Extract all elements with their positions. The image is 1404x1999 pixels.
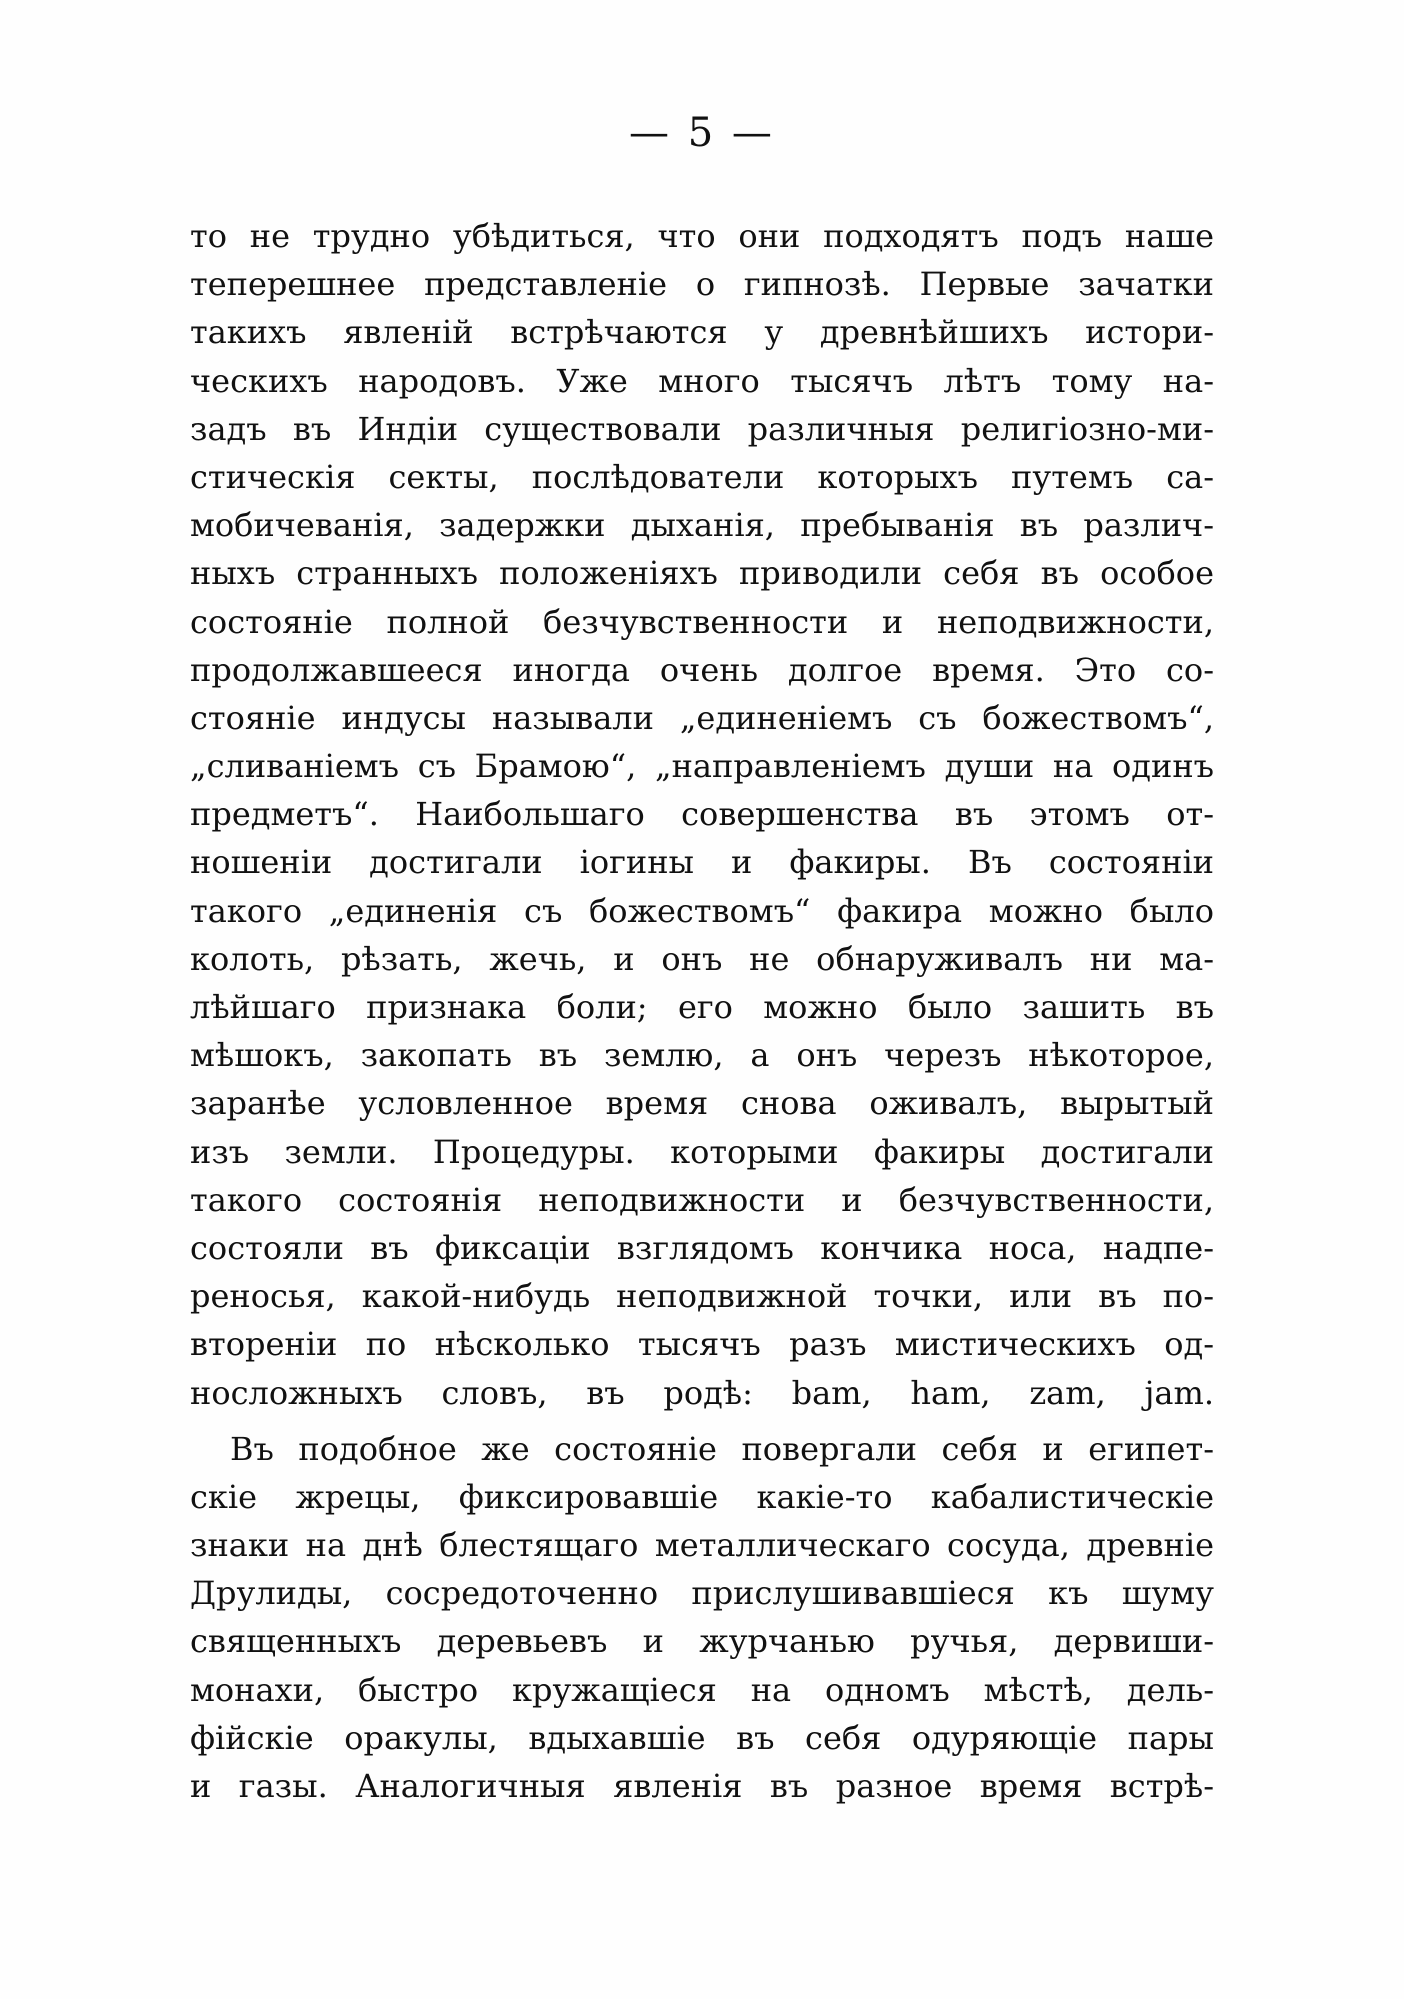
text-line: колоть, рѣзать, жечь, и онъ не обнаруживалъ ни ма- bbox=[190, 939, 1214, 978]
text-line: стояніе индусы называли „единеніемъ съ божествомъ“, bbox=[190, 698, 1214, 737]
paragraph-1 bbox=[190, 212, 1214, 1417]
text-line: состояніе полной безчувственности и неподвижности, bbox=[190, 602, 1214, 641]
text-line: скіе жрецы, фиксировавшіе какіе-то кабалистическіе bbox=[190, 1477, 1214, 1516]
text-line: ношеніи достигали іогины и факиры. Въ состояніи bbox=[190, 843, 1214, 882]
text-line: носложныхъ словъ, въ родѣ: bam, ham, zam, jam. bbox=[190, 1373, 1214, 1412]
text-line: монахи, быстро кружащіеся на одномъ мѣстѣ, дель- bbox=[190, 1670, 1214, 1709]
text-line: Друлиды, сосредоточенно прислушивавшіеся къ шуму bbox=[190, 1574, 1214, 1613]
text-line: состояли въ фиксаціи взглядомъ кончика носа, надпе- bbox=[190, 1228, 1214, 1267]
text-line: реносья, какой-нибудь неподвижной точки, или въ по- bbox=[190, 1277, 1214, 1316]
body-text bbox=[190, 212, 1214, 1810]
text-line: заранѣе условленное время снова оживалъ, вырытый bbox=[190, 1084, 1214, 1123]
text-line: такого „единенія съ божествомъ“ факира можно было bbox=[190, 891, 1214, 930]
text-line: и газы. Аналогичныя явленія въ разное время встрѣ- bbox=[190, 1767, 1214, 1805]
text-line: священныхъ деревьевъ и журчанью ручья, дервиши- bbox=[190, 1622, 1214, 1661]
text-line: фійскіе оракулы, вдыхавшіе въ себя одуряющіе пары bbox=[190, 1718, 1214, 1757]
text-line: ческихъ народовъ. Уже много тысячъ лѣтъ тому на- bbox=[190, 361, 1214, 400]
text-line: „сливаніемъ съ Брамою“, „направленіемъ души на одинъ bbox=[190, 747, 1214, 786]
text-line: изъ земли. Процедуры. которыми факиры достигали bbox=[190, 1132, 1214, 1171]
text-line: ныхъ странныхъ положеніяхъ приводили себя въ особое bbox=[190, 554, 1214, 593]
text-line: знаки на днѣ блестящаго металлическаго сосуда, древніе bbox=[190, 1526, 1214, 1565]
text-line: стическія секты, послѣдователи которыхъ путемъ са- bbox=[190, 457, 1214, 496]
text-line: задъ въ Индіи существовали различныя религіозно-ми- bbox=[190, 409, 1214, 448]
paragraph-2 bbox=[190, 1425, 1214, 1811]
text-line: продолжавшееся иногда очень долгое время. Это со- bbox=[190, 650, 1214, 689]
text-line: теперешнее представленіе о гипнозѣ. Первые зачатки bbox=[190, 265, 1214, 304]
page-number: — 5 — bbox=[629, 110, 775, 156]
text-line: Въ подобное же состояніе повергали себя и египет- bbox=[230, 1429, 1214, 1468]
text-line: предметъ“. Наибольшаго совершенства въ этомъ от- bbox=[190, 795, 1214, 834]
text-line: втореніи по нѣсколько тысячъ разъ мистическихъ од- bbox=[190, 1325, 1214, 1364]
text-line: мобичеванія, задержки дыханія, пребыванія въ различ- bbox=[190, 506, 1214, 545]
text-line: то не трудно убѣдиться, что они подходятъ подъ наше bbox=[190, 217, 1214, 255]
text-line: лѣйшаго признака боли; его можно было зашить въ bbox=[190, 988, 1214, 1026]
text-line: такихъ явленій встрѣчаются у древнѣйшихъ истори- bbox=[190, 313, 1214, 352]
text-line: мѣшокъ, закопать въ землю, а онъ черезъ нѣкоторое, bbox=[190, 1036, 1214, 1075]
text-line: такого состоянія неподвижности и безчувственности, bbox=[190, 1180, 1214, 1219]
